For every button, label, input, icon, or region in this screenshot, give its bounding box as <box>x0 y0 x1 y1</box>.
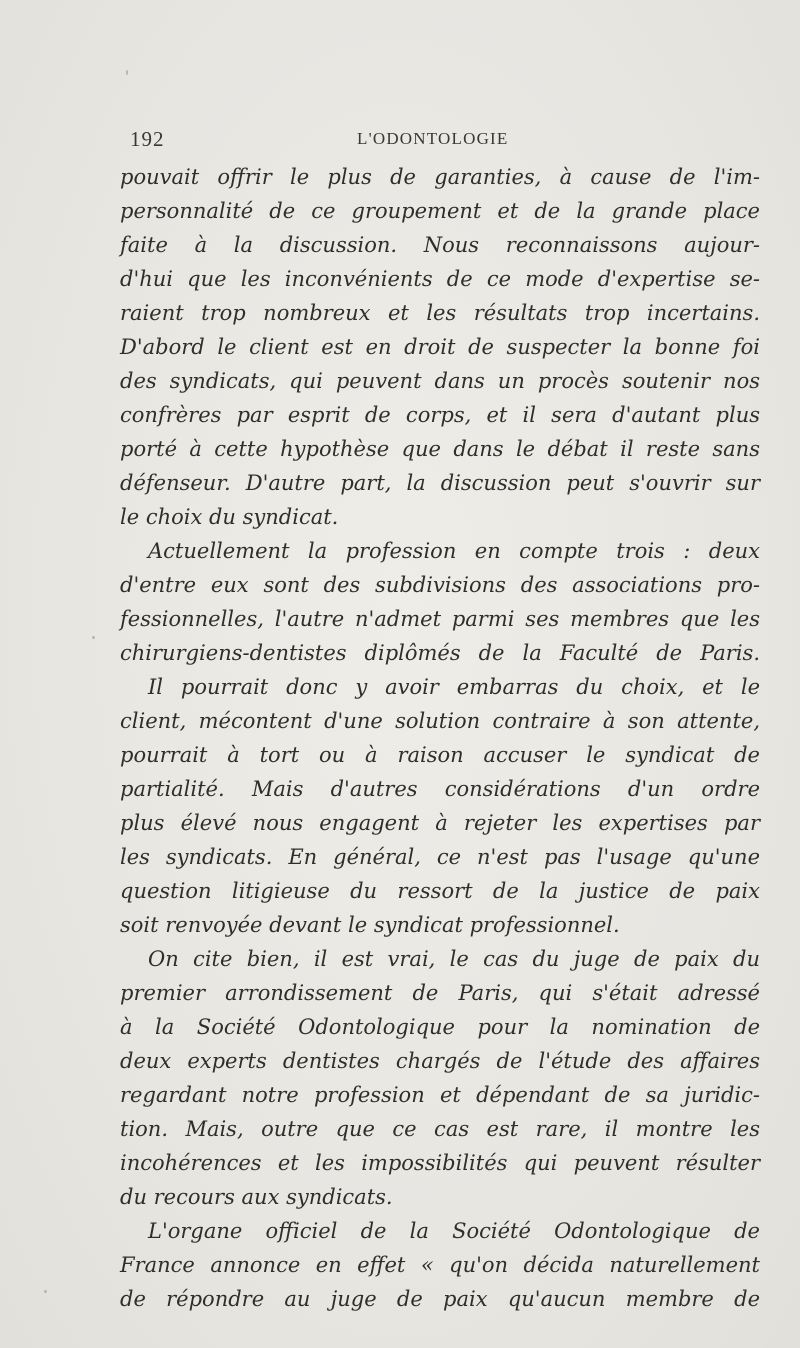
text-line: L'organe officiel de la Société Odontologique de <box>148 1219 760 1243</box>
paper-speck <box>44 1290 47 1293</box>
text-line: fessionnelles, l'autre n'admet parmi ses membres que les <box>120 607 760 631</box>
text-line: des syndicats, qui peuvent dans un procès soutenir nos <box>120 369 760 393</box>
text-line: de répondre au juge de paix qu'aucun membre de <box>120 1287 760 1311</box>
body-text <box>120 160 760 1316</box>
text-line: pourrait à tort ou à raison accuser le syndicat de <box>120 743 760 767</box>
text-line: Actuellement la profession en compte trois : deux <box>148 539 760 563</box>
text-line: regardant notre profession et dépendant de sa juridic- <box>120 1083 760 1107</box>
text-line: tion. Mais, outre que ce cas est rare, il montre les <box>120 1117 760 1141</box>
text-line: du recours aux syndicats. <box>120 1185 393 1209</box>
text-line: On cite bien, il est vrai, le cas du juge de paix du <box>148 947 760 971</box>
text-line: client, mécontent d'une solution contraire à son attente, <box>120 709 760 733</box>
text-line: porté à cette hypothèse que dans le débat il reste sans <box>120 437 760 461</box>
paper-speck <box>126 70 128 75</box>
text-line: faite à la discussion. Nous reconnaissons aujour- <box>120 233 760 257</box>
page-header <box>0 127 800 157</box>
page-number: 192 <box>130 127 165 151</box>
text-line: chirurgiens-dentistes diplômés de la Faculté de Paris. <box>120 641 760 665</box>
running-title: L'ODONTOLOGIE <box>357 129 509 148</box>
text-line: incohérences et les impossibilités qui peuvent résulter <box>120 1151 760 1175</box>
text-line: France annonce en effet « qu'on décida naturellement <box>120 1253 760 1277</box>
paper-speck <box>92 636 95 639</box>
text-line: d'hui que les inconvénients de ce mode d'expertise se- <box>120 267 760 291</box>
text-line: question litigieuse du ressort de la justice de paix <box>120 879 760 903</box>
text-line: plus élevé nous engagent à rejeter les expertises par <box>120 811 760 835</box>
text-line: le choix du syndicat. <box>120 505 339 529</box>
text-line: personnalité de ce groupement et de la grande place <box>120 199 760 223</box>
text-line: pouvait offrir le plus de garanties, à cause de l'im- <box>120 165 760 189</box>
text-line: Il pourrait donc y avoir embarras du choix, et le <box>148 675 760 699</box>
text-line: défenseur. D'autre part, la discussion peut s'ouvrir sur <box>120 471 760 495</box>
text-line: confrères par esprit de corps, et il sera d'autant plus <box>120 403 760 427</box>
text-line: soit renvoyée devant le syndicat professionnel. <box>120 913 620 937</box>
text-line: à la Société Odontologique pour la nomination de <box>120 1015 760 1039</box>
text-line: premier arrondissement de Paris, qui s'était adressé <box>120 981 760 1005</box>
text-line: D'abord le client est en droit de suspecter la bonne foi <box>120 335 760 359</box>
text-line: deux experts dentistes chargés de l'étude des affaires <box>120 1049 760 1073</box>
text-line: les syndicats. En général, ce n'est pas l'usage qu'une <box>120 845 760 869</box>
text-line: raient trop nombreux et les résultats trop incertains. <box>120 301 760 325</box>
text-line: d'entre eux sont des subdivisions des associations pro- <box>120 573 760 597</box>
text-line: partialité. Mais d'autres considérations d'un ordre <box>120 777 760 801</box>
